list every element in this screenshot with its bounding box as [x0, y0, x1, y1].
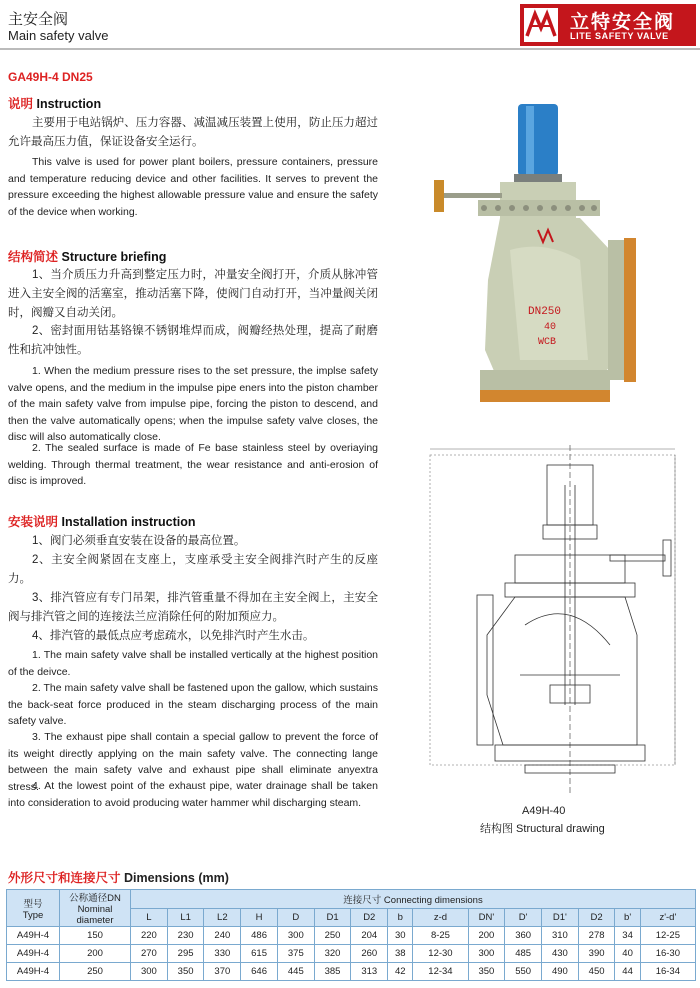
- installation-heading: [8, 512, 196, 530]
- type-header-cn: 型号: [23, 898, 43, 910]
- column-header: L1: [167, 908, 204, 927]
- table-cell: 34: [615, 927, 640, 945]
- table-cell: 430: [542, 945, 579, 963]
- table-cell: 485: [505, 945, 542, 963]
- type-header: [7, 890, 60, 927]
- table-cell: 16-34: [640, 963, 695, 981]
- structure-heading-cn: 结构简述: [8, 250, 59, 264]
- table-cell: 300: [468, 945, 505, 963]
- header-divider: [0, 48, 700, 50]
- logo-text-cn: 立特安全阀: [570, 12, 676, 33]
- table-row: [7, 927, 696, 945]
- installation-text-cn-2: 2、主安全阀紧固在支座上，支座承受主安全阀排汽时产生的反座力。: [8, 554, 378, 585]
- table-cell: 646: [241, 963, 278, 981]
- drawing-caption-model: A49H-40: [522, 805, 566, 817]
- type-header-en: Type: [22, 909, 44, 921]
- table-cell: 40: [615, 945, 640, 963]
- drawing-caption-title: 结构图 Structural drawing: [480, 823, 605, 835]
- installation-text-en-4: 4. At the lowest point of the exhaust pipe, water drainage shall be taken into consideration to avoid producing water hammer whil discharging steam.: [8, 780, 378, 809]
- table-cell: 350: [468, 963, 505, 981]
- column-header: z'-d': [640, 908, 695, 927]
- dimensions-table: [6, 889, 696, 981]
- column-header: D1: [314, 908, 351, 927]
- instruction-heading-cn: 说明: [8, 97, 34, 111]
- structure-heading: [8, 247, 166, 265]
- installation-text-cn-3: 3、排汽管应有专门吊架，排汽管重量不得加在主安全阀上，主安全阀与排汽管之间的连接法兰应消除任何的附加预应力。: [8, 592, 378, 623]
- column-header: L2: [204, 908, 241, 927]
- table-cell: 370: [204, 963, 241, 981]
- structure-text-cn-1: 1、当介质压力升高到整定压力时，冲量安全阀打开，介质从脉冲管进入主安全阀的活塞室，推动活塞下降，使阀门自动打开，当冲量阀关闭时，阀瓣又自动关闭。: [8, 269, 378, 319]
- table-cell: 200: [468, 927, 505, 945]
- column-header: L: [131, 908, 168, 927]
- table-cell: 220: [131, 927, 168, 945]
- table-cell: 204: [351, 927, 388, 945]
- instruction-text-cn: 主要用于电站锅炉、压力容器、减温减压装置上使用，防止压力超过允许最高压力值，保证设备安全运行。: [8, 117, 378, 148]
- table-cell: 486: [241, 927, 278, 945]
- column-header: z-d: [413, 908, 468, 927]
- table-cell: A49H-4: [7, 963, 60, 981]
- table-cell: 240: [204, 927, 241, 945]
- table-cell: 150: [60, 927, 131, 945]
- column-header: DN': [468, 908, 505, 927]
- installation-heading-cn: 安装说明: [8, 515, 59, 529]
- table-cell: A49H-4: [7, 945, 60, 963]
- table-cell: 313: [351, 963, 388, 981]
- logo-text-en: LITE SAFETY VALVE: [570, 31, 669, 41]
- table-cell: 30: [388, 927, 413, 945]
- installation-heading-en: Installation instruction: [61, 515, 196, 529]
- dn-header: [60, 890, 131, 927]
- installation-text-en-3: 3. The exhaust pipe shall contain a special gallow to prevent the force of its weight directly applying on the main safety valve. The connecting lange between the main safety valve and exhaust pipe shall eliminate anyextra stress.: [8, 731, 378, 793]
- table-cell: 375: [277, 945, 314, 963]
- table-cell: 445: [277, 963, 314, 981]
- dn-header-en-2: diameter: [76, 915, 114, 926]
- table-cell: 615: [241, 945, 278, 963]
- dimensions-heading-en: Dimensions (mm): [124, 871, 229, 885]
- structure-heading-en: Structure briefing: [61, 250, 167, 264]
- table-cell: 450: [578, 963, 615, 981]
- table-cell: 12-25: [640, 927, 695, 945]
- column-header: D2: [351, 908, 388, 927]
- table-cell: 320: [314, 945, 351, 963]
- table-cell: 300: [277, 927, 314, 945]
- column-header: D2: [578, 908, 615, 927]
- dn-header-cn: 公称通径DN: [69, 893, 121, 904]
- table-cell: 278: [578, 927, 615, 945]
- instruction-heading-en: Instruction: [36, 97, 102, 111]
- table-cell: 300: [131, 963, 168, 981]
- table-cell: 550: [505, 963, 542, 981]
- table-cell: 310: [542, 927, 579, 945]
- table-cell: 360: [505, 927, 542, 945]
- dn-header-en-1: Nominal: [77, 904, 113, 915]
- structure-text-en-2: 2. The sealed surface is made of Fe base stainless steel by overiaying welding. Through thermal treatment, the wear resistance and anti-erosion of disc is improved.: [8, 442, 378, 487]
- page-title-en: Main safety valve: [8, 28, 109, 43]
- column-header: b: [388, 908, 413, 927]
- table-cell: 12-30: [413, 945, 468, 963]
- table-cell: 38: [388, 945, 413, 963]
- table-cell: 16-30: [640, 945, 695, 963]
- column-header: D': [505, 908, 542, 927]
- connecting-header: 连接尺寸 Connecting dimensions: [131, 890, 696, 909]
- valve-marking-material: WCB: [538, 337, 557, 348]
- instruction-heading: [8, 94, 101, 112]
- table-cell: 44: [615, 963, 640, 981]
- table-cell: 250: [314, 927, 351, 945]
- table-cell: 42: [388, 963, 413, 981]
- valve-marking-pressure: 40: [544, 322, 557, 333]
- column-header: b': [615, 908, 640, 927]
- dimensions-body: [7, 927, 696, 981]
- table-row: [7, 945, 696, 963]
- logo-mark-icon: [524, 8, 558, 42]
- table-cell: 490: [542, 963, 579, 981]
- dimensions-heading-cn: 外形尺寸和连接尺寸: [8, 871, 121, 885]
- column-header: D: [277, 908, 314, 927]
- column-header: D1': [542, 908, 579, 927]
- valve-marking-dn: DN250: [528, 306, 562, 318]
- table-row: [7, 963, 696, 981]
- installation-text-en-2: 2. The main safety valve shall be fastened upon the gallow, which sustains the back-seat force produced in the steam discharging process of the main safety valve.: [8, 682, 378, 727]
- dimensions-heading: [8, 868, 229, 886]
- table-cell: 230: [167, 927, 204, 945]
- structural-drawing: [425, 445, 700, 805]
- instruction-text-en: This valve is used for power plant boilers, pressure containers, pressure and temperature reducing device and other facilities. It serves to prevent the pressure exceeding the highest allowable pressure value and ensure the safety of the device when working.: [8, 156, 378, 218]
- table-cell: 390: [578, 945, 615, 963]
- table-cell: 385: [314, 963, 351, 981]
- column-header: H: [241, 908, 278, 927]
- page-title-cn: 主安全阀: [8, 11, 69, 28]
- table-cell: A49H-4: [7, 927, 60, 945]
- table-cell: 250: [60, 963, 131, 981]
- structure-text-cn-2: 2、密封面用钴基铬镍不锈钢堆焊而成，阀瓣经热处理，提高了耐磨性和抗冲蚀性。: [8, 325, 378, 356]
- valve-photo: [430, 100, 645, 420]
- table-cell: 260: [351, 945, 388, 963]
- brand-logo: [520, 4, 696, 46]
- model-heading: GA49H-4 DN25: [8, 70, 93, 84]
- table-cell: 8-25: [413, 927, 468, 945]
- structure-text-en-1: 1. When the medium pressure rises to the set pressure, the implse safety valve opens, and the medium in the impulse pipe eners into the piston chamber of the main safety valve from impulse pipe, forcing the piston to descend, and then the valve automatically opens; when the impulse safety valve closes, the disc will also automatically close.: [8, 365, 378, 443]
- installation-text-cn-4: 4、排汽管的最低点应考虑疏水，以免排汽时产生水击。: [32, 630, 315, 642]
- table-cell: 200: [60, 945, 131, 963]
- table-cell: 330: [204, 945, 241, 963]
- table-cell: 270: [131, 945, 168, 963]
- table-cell: 295: [167, 945, 204, 963]
- table-cell: 350: [167, 963, 204, 981]
- installation-text-cn-1: 1、阀门必须垂直安装在设备的最高位置。: [32, 535, 246, 547]
- installation-text-en-1: 1. The main safety valve shall be installed vertically at the highest position of the deivce.: [8, 649, 378, 678]
- table-cell: 12-34: [413, 963, 468, 981]
